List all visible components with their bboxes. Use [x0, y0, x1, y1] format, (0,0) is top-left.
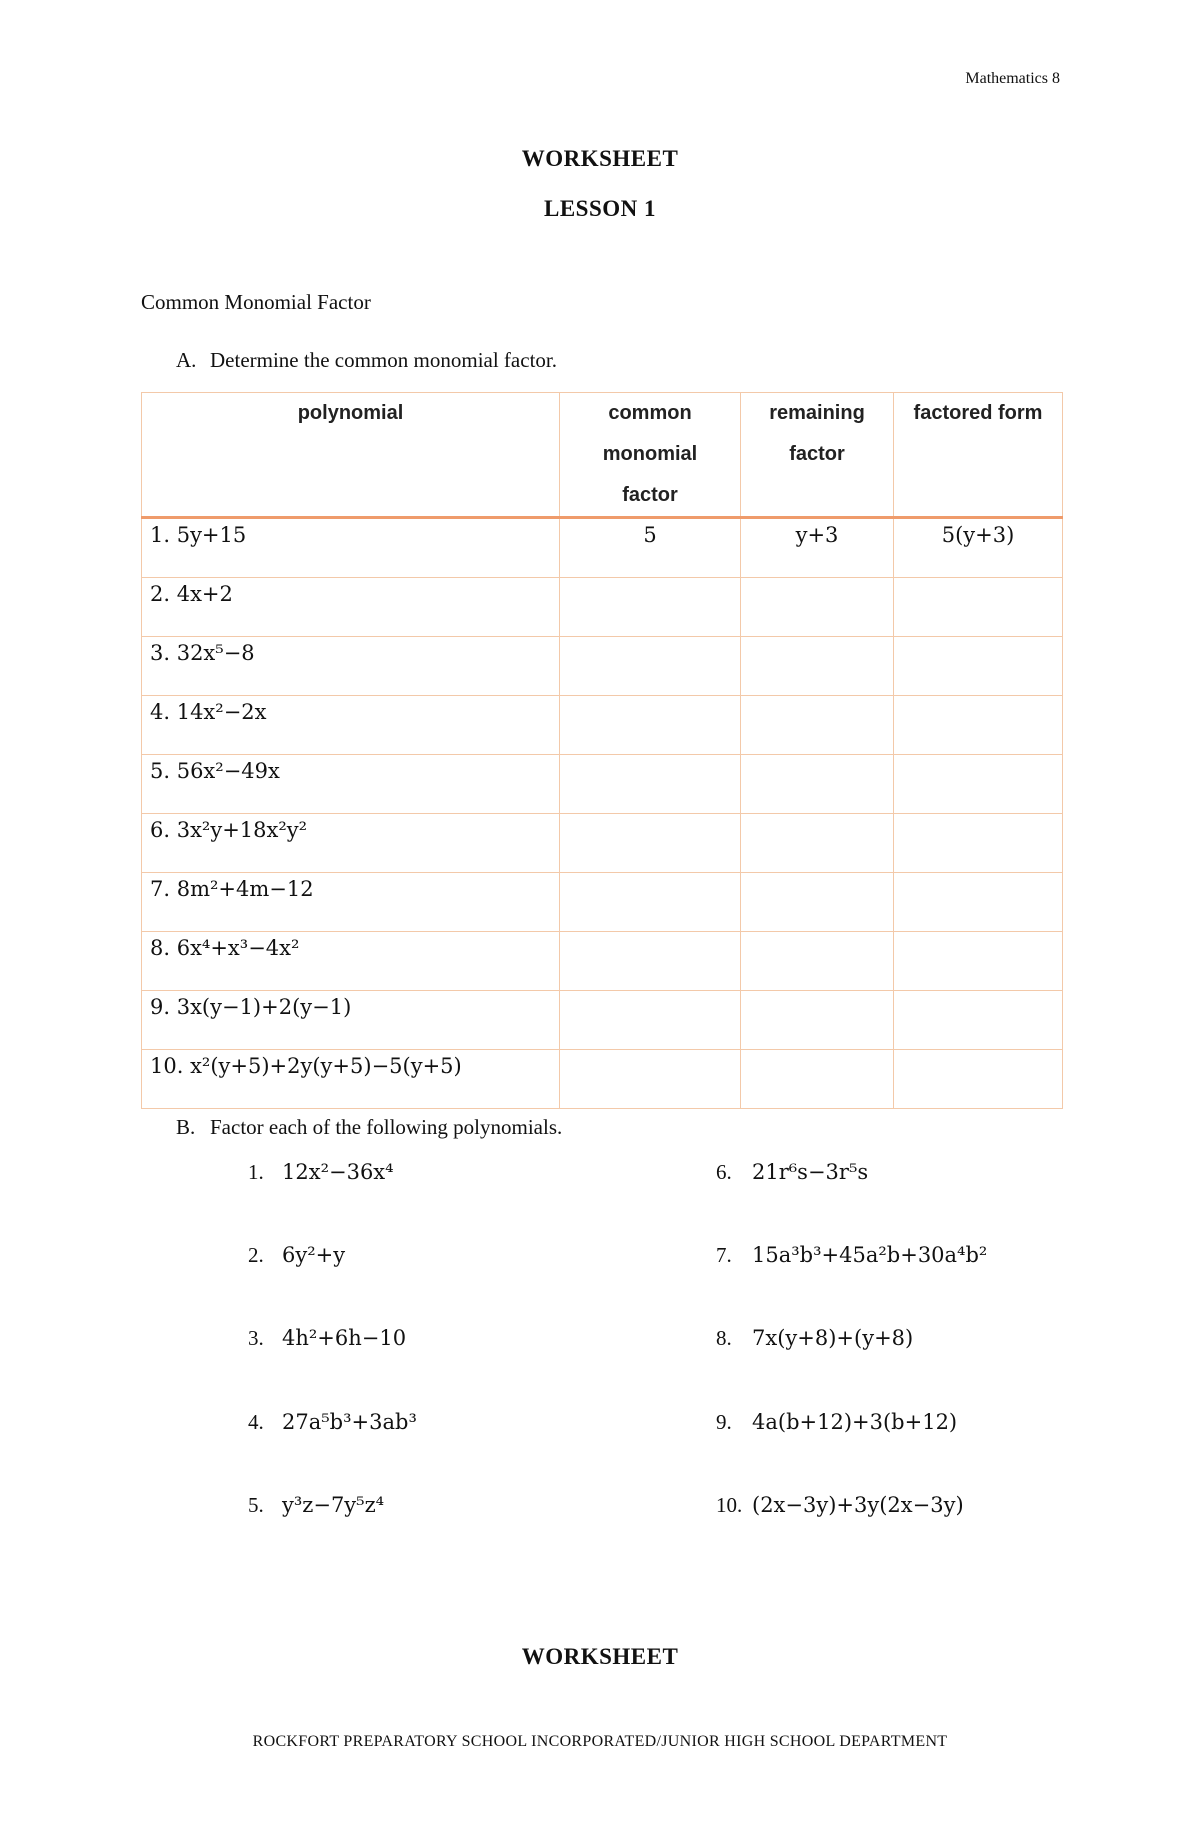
monomial-factor-table [141, 392, 1063, 1109]
problem-expression: 12x²−36x⁴ [282, 1160, 394, 1184]
problem-number: 2. [248, 1243, 264, 1267]
col-header-line: remaining [769, 402, 865, 424]
problem-number: 7. [716, 1243, 732, 1267]
bottom-worksheet-title: WORKSHEET [521, 1644, 679, 1669]
problem-expression: 15a³b³+45a²b+30a⁴b² [752, 1243, 988, 1267]
polynomial-cell: 4. 14x²−2x [142, 696, 560, 755]
problem-item [716, 1493, 964, 1518]
table-row [142, 932, 1063, 991]
problem-expression: 4a(b+12)+3(b+12) [752, 1410, 958, 1434]
table-row [142, 755, 1063, 814]
section-a-instruction [176, 348, 557, 373]
remaining-factor-cell[interactable] [741, 932, 894, 991]
problem-expression: y³z−7y⁵z⁴ [282, 1493, 385, 1517]
section-a-letter: A. [176, 348, 197, 372]
polynomial-cell: 1. 5y+15 [142, 518, 560, 578]
col-header-line: factor [789, 443, 845, 465]
problem-number: 10. [716, 1493, 743, 1517]
problem-expression: 4h²+6h−10 [282, 1326, 407, 1350]
polynomial-cell: 8. 6x⁴+x³−4x² [142, 932, 560, 991]
col-header-common-monomial-factor [560, 393, 741, 518]
problem-item [248, 1243, 345, 1268]
problem-item [248, 1160, 394, 1185]
problem-number: 1. [248, 1160, 264, 1184]
remaining-factor-cell[interactable] [741, 578, 894, 637]
common-monomial-factor-cell[interactable] [560, 873, 741, 932]
problem-expression: 21r⁶s−3r⁵s [752, 1160, 869, 1184]
problem-number: 4. [248, 1410, 264, 1434]
factored-form-cell[interactable] [894, 814, 1063, 873]
factored-form-cell[interactable] [894, 696, 1063, 755]
common-monomial-factor-cell[interactable] [560, 814, 741, 873]
common-monomial-factor-cell[interactable] [560, 696, 741, 755]
polynomial-cell: 10. x²(y+5)+2y(y+5)−5(y+5) [142, 1050, 560, 1109]
factored-form-cell[interactable] [894, 637, 1063, 696]
col-header-line: monomial [602, 443, 698, 465]
table-row [142, 873, 1063, 932]
section-a-heading: Common Monomial Factor [141, 290, 371, 314]
table-row [142, 518, 1063, 578]
col-header-line: factor [622, 484, 678, 506]
polynomial-cell: 2. 4x+2 [142, 578, 560, 637]
table-row [142, 578, 1063, 637]
common-monomial-factor-cell[interactable]: 5 [560, 518, 741, 578]
factored-form-cell[interactable] [894, 578, 1063, 637]
problem-item [248, 1493, 384, 1518]
problem-number: 6. [716, 1160, 732, 1184]
remaining-factor-cell[interactable] [741, 696, 894, 755]
problem-expression: (2x−3y)+3y(2x−3y) [752, 1493, 964, 1517]
problem-expression: 7x(y+8)+(y+8) [752, 1326, 914, 1350]
table-row [142, 637, 1063, 696]
polynomial-cell: 5. 56x²−49x [142, 755, 560, 814]
factored-form-cell[interactable] [894, 873, 1063, 932]
factored-form-cell[interactable] [894, 1050, 1063, 1109]
problem-item [716, 1326, 913, 1351]
remaining-factor-cell[interactable] [741, 873, 894, 932]
section-b-instruction-text: Factor each of the following polynomials. [210, 1115, 563, 1139]
problem-item [716, 1410, 957, 1435]
problem-expression: 27a⁵b³+3ab³ [282, 1410, 417, 1434]
col-header-line: common [608, 402, 692, 424]
table-header-row [142, 393, 1063, 518]
problem-item [716, 1160, 868, 1185]
header-subject: Mathematics 8 [965, 70, 1060, 87]
lesson-title: LESSON 1 [543, 196, 656, 221]
section-a-instruction-text: Determine the common monomial factor. [210, 348, 557, 372]
col-header-remaining-factor [741, 393, 894, 518]
section-b-letter: B. [176, 1115, 196, 1139]
problem-item [716, 1243, 987, 1268]
table-row [142, 814, 1063, 873]
worksheet-title: WORKSHEET [521, 146, 679, 171]
problem-item [248, 1326, 406, 1351]
col-header-factored-form [894, 393, 1063, 518]
remaining-factor-cell[interactable] [741, 991, 894, 1050]
table-row [142, 1050, 1063, 1109]
col-header-polynomial [142, 393, 560, 518]
remaining-factor-cell[interactable]: y+3 [741, 518, 894, 578]
factored-form-cell[interactable]: 5(y+3) [894, 518, 1063, 578]
factored-form-cell[interactable] [894, 755, 1063, 814]
problem-number: 8. [716, 1326, 732, 1350]
section-b-instruction [176, 1115, 562, 1140]
problem-expression: 6y²+y [282, 1243, 346, 1267]
problem-number: 9. [716, 1410, 732, 1434]
remaining-factor-cell[interactable] [741, 1050, 894, 1109]
col-header-line: factored form [913, 402, 1043, 424]
common-monomial-factor-cell[interactable] [560, 1050, 741, 1109]
common-monomial-factor-cell[interactable] [560, 578, 741, 637]
factored-form-cell[interactable] [894, 932, 1063, 991]
polynomial-cell: 6. 3x²y+18x²y² [142, 814, 560, 873]
factored-form-cell[interactable] [894, 991, 1063, 1050]
problem-number: 5. [248, 1493, 264, 1517]
polynomial-cell: 9. 3x(y−1)+2(y−1) [142, 991, 560, 1050]
remaining-factor-cell[interactable] [741, 637, 894, 696]
common-monomial-factor-cell[interactable] [560, 637, 741, 696]
polynomial-cell: 3. 32x⁵−8 [142, 637, 560, 696]
remaining-factor-cell[interactable] [741, 755, 894, 814]
table-row [142, 991, 1063, 1050]
footer-school-name: ROCKFORT PREPARATORY SCHOOL INCORPORATED/JUNIOR HIGH SCHOOL DEPARTMENT [252, 1733, 948, 1750]
problem-number: 3. [248, 1326, 264, 1350]
remaining-factor-cell[interactable] [741, 814, 894, 873]
common-monomial-factor-cell[interactable] [560, 755, 741, 814]
col-header-line: polynomial [297, 402, 404, 424]
table-row [142, 696, 1063, 755]
polynomial-cell: 7. 8m²+4m−12 [142, 873, 560, 932]
problem-item [248, 1410, 417, 1435]
common-monomial-factor-cell[interactable] [560, 991, 741, 1050]
common-monomial-factor-cell[interactable] [560, 932, 741, 991]
